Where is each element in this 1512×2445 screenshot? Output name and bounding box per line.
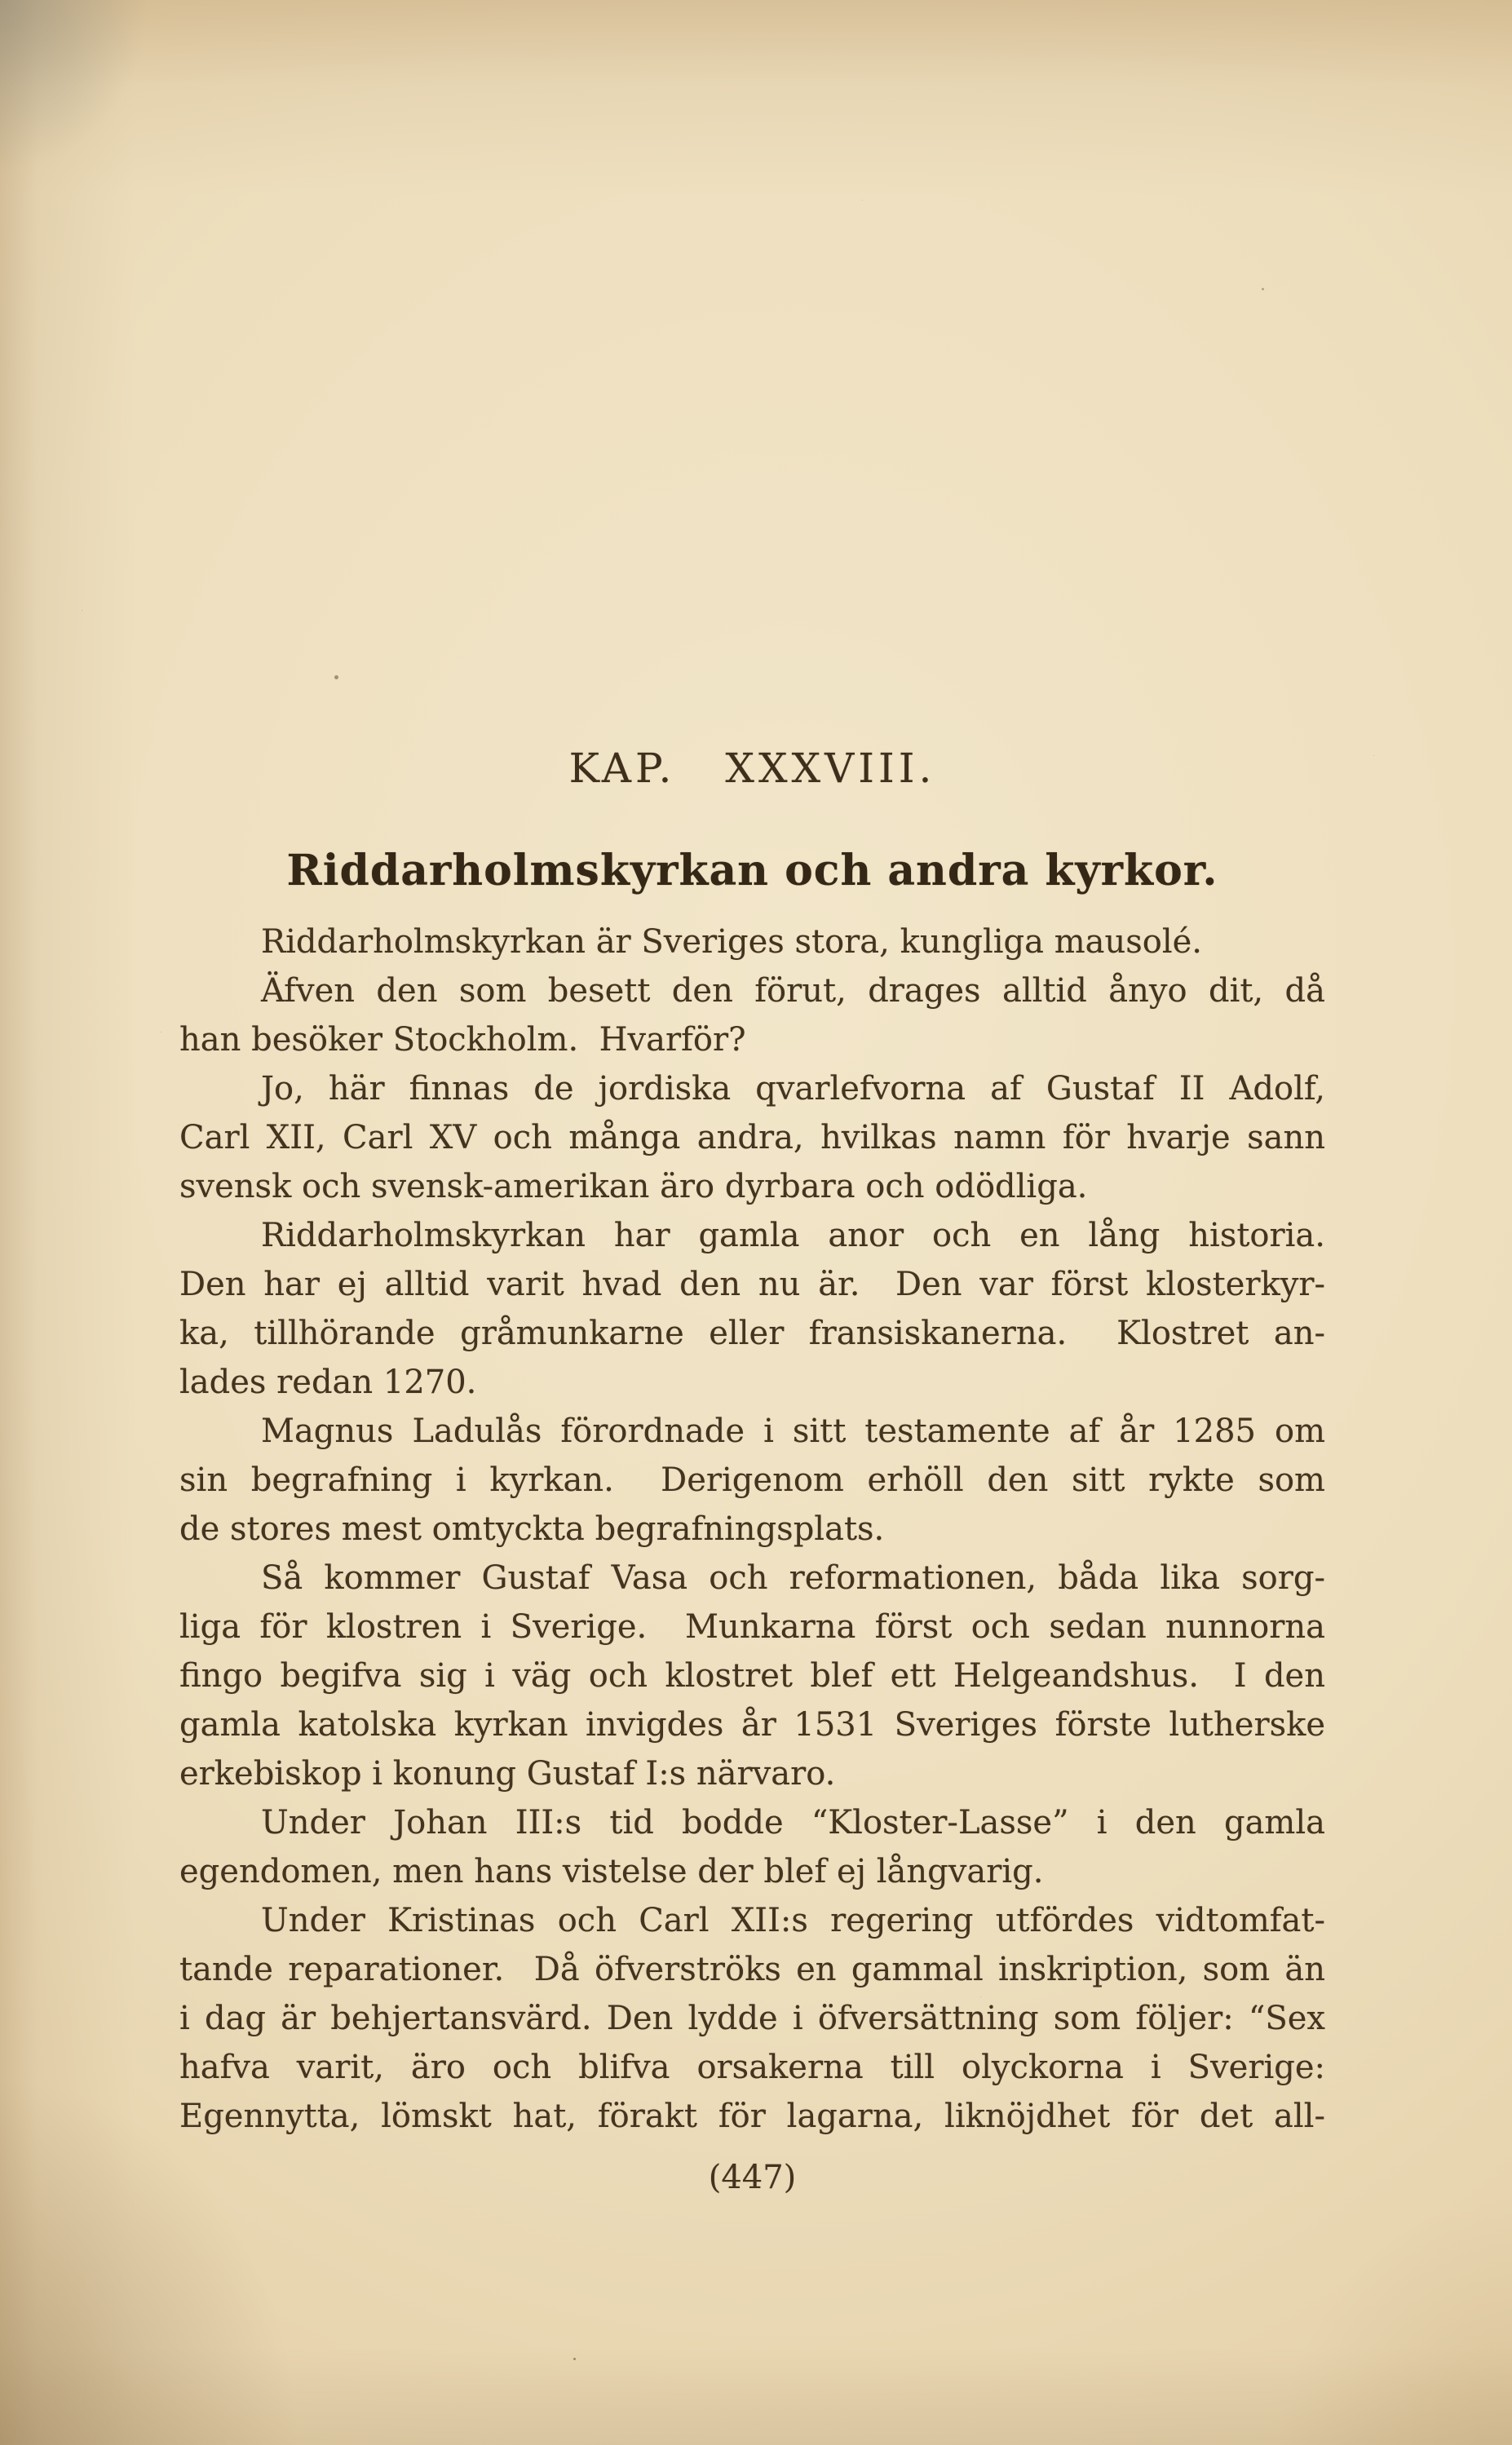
- text-line: Den har ej alltid varit hvad den nu är. Den var först klosterkyr-: [179, 1266, 1325, 1303]
- text-line: ka, tillhörande gråmunkarne eller fransiskanerna. Klostret an-: [179, 1315, 1325, 1352]
- text-line: Under Johan III:s tid bodde “Kloster-Lasse” i den gamla: [261, 1804, 1325, 1841]
- text-line: de stores mest omtyckta begrafningsplats.: [179, 1510, 885, 1548]
- text-line: tande reparationer. Då öfverströks en gammal inskription, som än: [179, 1951, 1325, 1988]
- chapter-title: Riddarholmskyrkan och andra kyrkor.: [286, 846, 1218, 895]
- page-content: [179, 0, 1325, 2445]
- text-line: erkebiskop i konung Gustaf I:s närvaro.: [179, 1755, 836, 1793]
- text-line: Riddarholmskyrkan är Sveriges stora, kungliga mausolé.: [261, 923, 1203, 961]
- text-line: gamla katolska kyrkan invigdes år 1531 Sveriges förste lutherske: [179, 1706, 1325, 1744]
- chapter-kicker: KAP. XXXVIII.: [568, 745, 936, 792]
- text-line: Så kommer Gustaf Vasa och reformationen, båda lika sorg-: [261, 1559, 1325, 1597]
- text-line: hafva varit, äro och blifva orsakerna till olyckorna i Sverige:: [179, 2049, 1325, 2086]
- text-line: Jo, här finnas de jordiska qvarlefvorna af Gustaf II Adolf,: [261, 1070, 1325, 1108]
- text-line: egendomen, men hans vistelse der blef ej långvarig.: [179, 1853, 1044, 1890]
- page-number: (447): [708, 2159, 797, 2196]
- text-line: Magnus Ladulås förordnade i sitt testamente af år 1285 om: [261, 1413, 1325, 1450]
- text-line: fingo begifva sig i väg och klostret blef ett Helgeandshus. I den: [179, 1657, 1325, 1695]
- text-line: lades redan 1270.: [179, 1364, 477, 1401]
- text-line: svensk och svensk-amerikan äro dyrbara och odödliga.: [179, 1168, 1088, 1205]
- text-line: Äfven den som besett den förut, drages alltid ånyo dit, då: [261, 972, 1325, 1010]
- text-line: han besöker Stockholm. Hvarför?: [179, 1021, 746, 1059]
- text-line: Under Kristinas och Carl XII:s regering utfördes vidtomfat-: [261, 1902, 1325, 1939]
- text-line: Riddarholmskyrkan har gamla anor och en lång historia.: [261, 1217, 1325, 1254]
- text-line: i dag är behjertansvärd. Den lydde i öfversättning som följer: “Sex: [179, 2000, 1325, 2037]
- body-text: [179, 917, 1325, 2141]
- text-line: liga för klostren i Sverige. Munkarna först och sedan nunnorna: [179, 1608, 1325, 1646]
- text-line: Egennytta, lömskt hat, förakt för lagarna, liknöjdhet för det all-: [179, 2098, 1325, 2135]
- text-line: Carl XII, Carl XV och många andra, hvilkas namn för hvarje sann: [179, 1119, 1325, 1156]
- text-line: sin begrafning i kyrkan. Derigenom erhöll den sitt rykte som: [179, 1461, 1325, 1499]
